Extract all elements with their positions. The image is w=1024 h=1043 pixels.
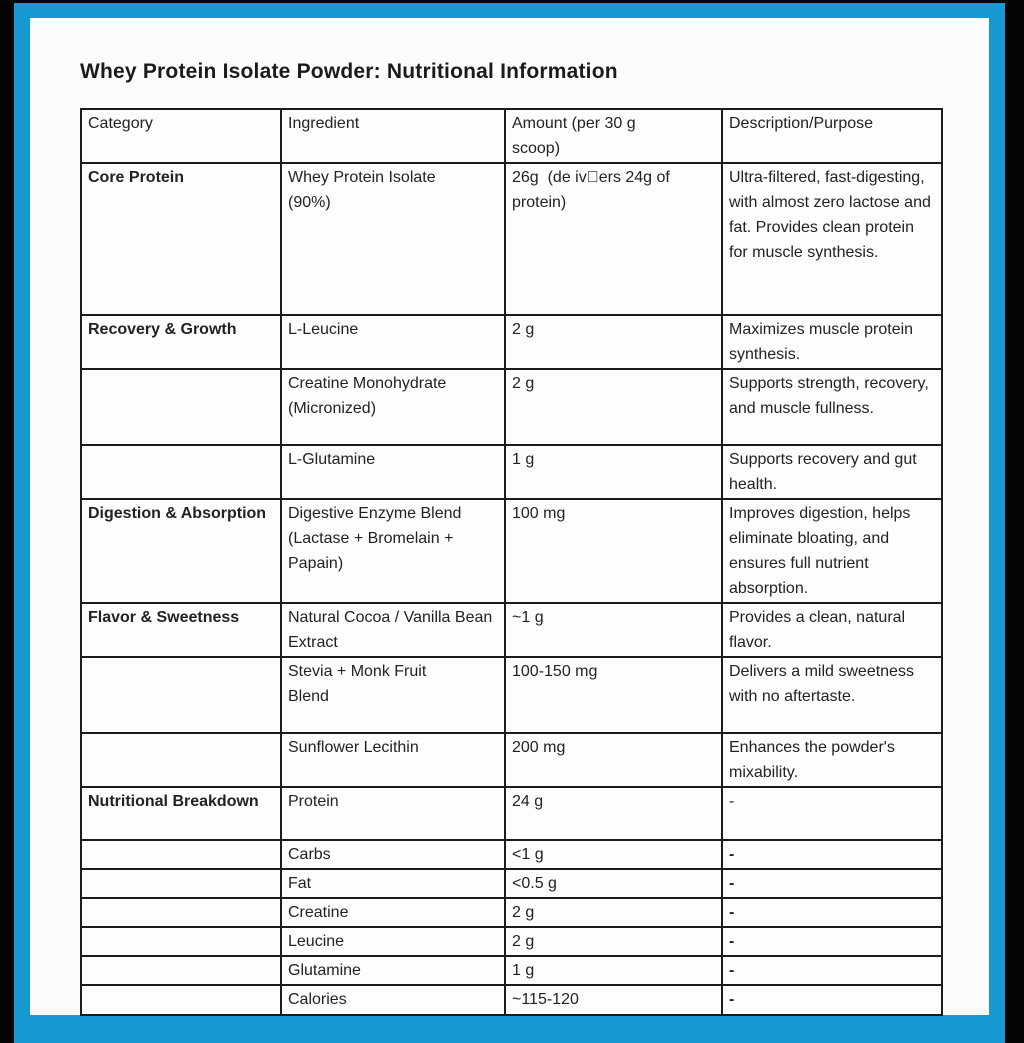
cell-description-text: - [729,904,735,921]
table-row [81,499,942,603]
cell-ingredient [281,898,505,927]
cell-ingredient-text: L-Glutamine [288,451,376,468]
cell-amount-text: ~115-120 [512,991,579,1008]
cell-amount [505,787,722,840]
document-page [30,18,989,1015]
cell-description-text: - [729,991,735,1008]
cell-amount [505,657,722,733]
cell-amount-text: 26g (de iv⃒ers 24g of protein) [512,169,675,211]
cell-amount-text: 200 mg [512,739,566,756]
cell-ingredient-text: Calories [288,991,347,1008]
cell-amount-text: <0.5 g [512,875,557,892]
table-row [81,445,942,499]
cell-ingredient [281,869,505,898]
table-row [81,956,942,985]
table-row [81,927,942,956]
cell-amount [505,985,722,1015]
cell-ingredient [281,657,505,733]
cell-description [722,787,942,840]
cell-category [81,445,281,499]
cell-category [81,787,281,840]
cell-amount-text: 2 g [512,375,535,392]
table-row [81,657,942,733]
table-row [81,733,942,787]
cell-category [81,840,281,869]
cell-ingredient-text: Fat [288,875,312,892]
cell-category [81,369,281,445]
cell-ingredient [281,927,505,956]
cell-ingredient-text: Creatine [288,904,349,921]
cell-ingredient [281,163,505,315]
cell-ingredient [281,499,505,603]
cell-category-text: Flavor & Sweetness [88,609,240,626]
cell-description-text: Supports strength, recovery, and muscle fullness. [729,375,929,417]
cell-amount [505,163,722,315]
cell-ingredient-text: Glutamine [288,962,361,979]
cell-ingredient-text: Digestive Enzyme Blend (Lactase + Bromelain + Papain) [288,505,462,572]
cell-ingredient-text: Natural Cocoa / Vanilla Bean Extract [288,609,493,651]
table-row [81,898,942,927]
cell-amount [505,445,722,499]
cell-description-text: Enhances the powder's mixability. [729,739,895,781]
cell-category [81,898,281,927]
cell-amount [505,927,722,956]
cell-description [722,840,942,869]
cell-ingredient [281,369,505,445]
cell-amount [505,898,722,927]
cell-ingredient-text: Stevia + Monk Fruit Blend [288,663,427,705]
cell-amount-text: 2 g [512,933,535,950]
table-row [81,787,942,840]
cell-category [81,603,281,657]
cell-description-text: Provides a clean, natural flavor. [729,609,906,651]
nutrition-table [80,108,943,1016]
header-cell-amount [505,109,722,163]
cell-description [722,985,942,1015]
cell-ingredient [281,956,505,985]
cell-amount [505,315,722,369]
header-row [81,109,942,163]
cell-description-text: Improves digestion, helps eliminate bloating, and ensures full nutrient absorption. [729,505,911,597]
cell-description-text: Delivers a mild sweetness with no aftertaste. [729,663,914,705]
cell-ingredient [281,603,505,657]
header-cell-ingredient: Ingredient [281,109,505,163]
cell-description-text: Maximizes muscle protein synthesis. [729,321,914,363]
cell-category [81,869,281,898]
cell-description-text: - [729,875,735,892]
cell-ingredient-text: Leucine [288,933,345,950]
cell-ingredient [281,445,505,499]
cell-description-text: - [729,846,735,863]
cell-ingredient-text: Whey Protein Isolate (90%) [288,169,436,211]
cell-amount [505,733,722,787]
table-row [81,369,942,445]
table-row [81,869,942,898]
cell-description-text: - [729,962,735,979]
cell-amount-text: <1 g [512,846,544,863]
table-body [81,163,942,1015]
table-row [81,840,942,869]
cell-amount [505,369,722,445]
cell-ingredient-text: Creatine Monohydrate (Micronized) [288,375,447,417]
table-header [81,109,942,163]
cell-amount [505,956,722,985]
cell-amount-text: 2 g [512,321,535,338]
cell-ingredient-text: Protein [288,793,339,810]
cell-ingredient [281,315,505,369]
cell-ingredient-text: L-Leucine [288,321,359,338]
table-row [81,163,942,315]
table-row [81,985,942,1015]
cell-amount-text: 1 g [512,451,535,468]
cell-description [722,499,942,603]
cell-description [722,445,942,499]
table-row [81,603,942,657]
page-title: Whey Protein Isolate Powder: Nutritional Information [80,60,618,83]
table-row [81,315,942,369]
cell-ingredient [281,787,505,840]
cell-description [722,603,942,657]
cell-amount-text: 100-150 mg [512,663,598,680]
cell-amount-text: 2 g [512,904,535,921]
cell-description [722,869,942,898]
cell-category-text: Digestion & Absorption [88,505,267,522]
cell-category [81,163,281,315]
cell-category [81,985,281,1015]
cell-amount [505,869,722,898]
cell-description [722,369,942,445]
cell-category [81,733,281,787]
cell-description [722,733,942,787]
cell-description [722,927,942,956]
cell-ingredient-text: Sunflower Lecithin [288,739,419,756]
cell-amount-text: 1 g [512,962,535,979]
cell-amount-text: 24 g [512,793,544,810]
cell-category-text: Recovery & Growth [88,321,237,338]
cell-ingredient [281,733,505,787]
cell-category-text: Core Protein [88,169,185,186]
cell-category-text: Nutritional Breakdown [88,793,259,810]
cell-description [722,163,942,315]
cell-description-text: Supports recovery and gut health. [729,451,917,493]
cell-amount [505,603,722,657]
cell-description [722,956,942,985]
cell-description [722,898,942,927]
cell-description [722,657,942,733]
header-cell-description: Description/Purpose [722,109,942,163]
cell-amount-text: ~1 g [512,609,544,626]
cell-ingredient [281,985,505,1015]
cell-category [81,657,281,733]
cell-category [81,956,281,985]
cell-ingredient-text: Carbs [288,846,331,863]
cell-description-text: - [729,933,735,950]
header-cell-amount-label: Amount (per 30 g scoop) [512,115,636,157]
cell-ingredient [281,840,505,869]
cell-description [722,315,942,369]
cell-amount [505,499,722,603]
cell-amount-text: 100 mg [512,505,566,522]
cell-description-text: Ultra-filtered, fast-digesting, with almost zero lactose and fat. Provides clean protein for muscle synthesis. [729,169,931,261]
cell-category [81,499,281,603]
header-cell-category: Category [81,109,281,163]
cell-amount [505,840,722,869]
cell-description-text: - [729,793,735,810]
cell-category [81,315,281,369]
cell-category [81,927,281,956]
